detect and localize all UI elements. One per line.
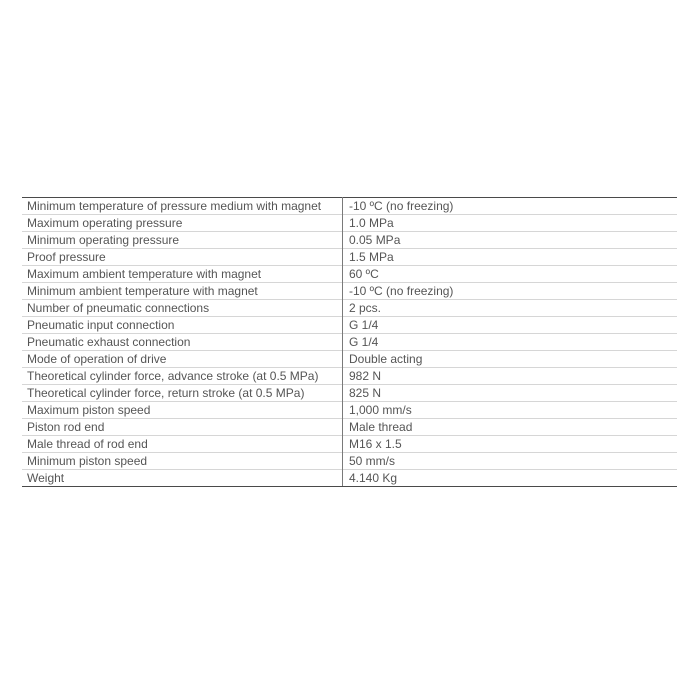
spec-label: Pneumatic input connection [22,317,343,334]
spec-row [22,470,677,487]
spec-value: 1.0 MPa [343,215,678,232]
spec-label: Male thread of rod end [22,436,343,453]
spec-value: Male thread [343,419,678,436]
spec-row [22,402,677,419]
spec-row [22,368,677,385]
spec-row [22,334,677,351]
spec-value: 982 N [343,368,678,385]
spec-value: G 1/4 [343,317,678,334]
spec-value: 4.140 Kg [343,470,678,487]
spec-row [22,385,677,402]
spec-label: Piston rod end [22,419,343,436]
spec-value: 0.05 MPa [343,232,678,249]
spec-label: Maximum piston speed [22,402,343,419]
spec-row [22,453,677,470]
spec-label: Minimum temperature of pressure medium with magnet [22,198,343,215]
spec-label: Minimum operating pressure [22,232,343,249]
specifications-table [22,197,677,487]
spec-value: -10 ºC (no freezing) [343,283,678,300]
spec-value: 825 N [343,385,678,402]
spec-row [22,317,677,334]
spec-value: G 1/4 [343,334,678,351]
spec-label: Weight [22,470,343,487]
spec-row [22,283,677,300]
spec-row [22,419,677,436]
spec-label: Minimum ambient temperature with magnet [22,283,343,300]
spec-label: Minimum piston speed [22,453,343,470]
spec-label: Number of pneumatic connections [22,300,343,317]
spec-row [22,436,677,453]
spec-label: Maximum ambient temperature with magnet [22,266,343,283]
spec-value: 60 ºC [343,266,678,283]
spec-label: Pneumatic exhaust connection [22,334,343,351]
spec-row [22,198,677,215]
spec-row [22,266,677,283]
spec-value: 1.5 MPa [343,249,678,266]
spec-value: Double acting [343,351,678,368]
spec-label: Theoretical cylinder force, return stroke (at 0.5 MPa) [22,385,343,402]
spec-row [22,232,677,249]
spec-row [22,215,677,232]
spec-label: Theoretical cylinder force, advance stroke (at 0.5 MPa) [22,368,343,385]
spec-row [22,351,677,368]
spec-label: Proof pressure [22,249,343,266]
spec-value: M16 x 1.5 [343,436,678,453]
spec-label: Mode of operation of drive [22,351,343,368]
spec-row [22,249,677,266]
spec-value: 2 pcs. [343,300,678,317]
spec-row [22,300,677,317]
specifications-table-body [22,198,677,487]
spec-value: 50 mm/s [343,453,678,470]
spec-value: 1,000 mm/s [343,402,678,419]
spec-value: -10 ºC (no freezing) [343,198,678,215]
spec-label: Maximum operating pressure [22,215,343,232]
